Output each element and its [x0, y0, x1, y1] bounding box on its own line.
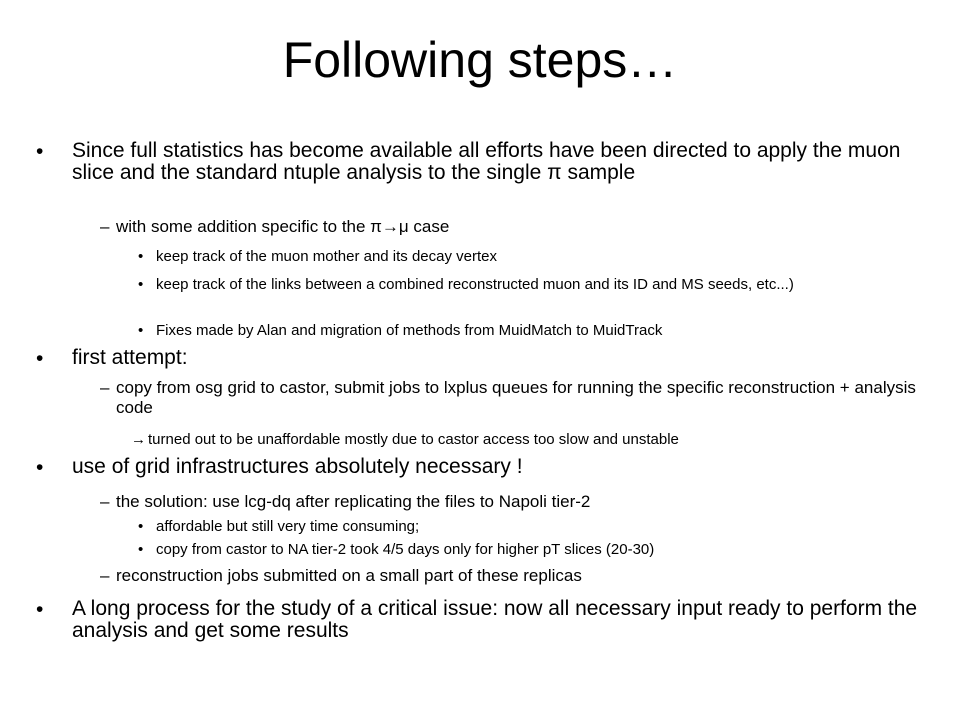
dash-symbol: –	[100, 492, 110, 511]
dash-symbol: –	[100, 566, 110, 585]
bullet-item-level1: A long process for the study of a critical issue: now all necessary input ready to perform the analysis and get some results	[72, 597, 918, 642]
bullet-symbol: •	[36, 140, 44, 163]
bullet-item-level1: first attempt:	[72, 346, 188, 369]
bullet-item-level3: Fixes made by Alan and migration of methods from MuidMatch to MuidTrack	[156, 322, 663, 339]
bullet-item-level2: reconstruction jobs submitted on a small part of these replicas	[116, 566, 582, 585]
dash-symbol: –	[100, 378, 110, 397]
bullet-item-level2: with some addition specific to the π→μ case	[116, 217, 450, 236]
bullet-symbol: •	[36, 456, 44, 479]
bullet-symbol: •	[138, 541, 144, 558]
bullet-item-level1: use of grid infrastructures absolutely necessary !	[72, 455, 523, 478]
bullet-symbol: •	[138, 322, 144, 339]
arrow-icon: →	[131, 431, 146, 448]
bullet-item-level3: affordable but still very time consuming;	[156, 518, 420, 535]
bullet-item-arrow: turned out to be unaffordable mostly due to castor access too slow and unstable	[148, 431, 679, 448]
bullet-symbol: •	[138, 276, 144, 293]
bullet-symbol: •	[138, 248, 144, 265]
bullet-symbol: •	[138, 518, 144, 535]
dash-symbol: –	[100, 217, 110, 236]
bullet-item-level2: the solution: use lcg-dq after replicating the files to Napoli tier-2	[116, 492, 591, 511]
bullet-item-level3: keep track of the links between a combined reconstructed muon and its ID and MS seeds, etc...)	[156, 276, 794, 293]
bullet-symbol: •	[36, 598, 44, 621]
slide-title: Following steps…	[282, 32, 678, 88]
bullet-symbol: •	[36, 347, 44, 370]
bullet-item-level2: copy from osg grid to castor, submit jobs to lxplus queues for running the specific reconstruction + analysis code	[116, 378, 916, 417]
bullet-item-level3: copy from castor to NA tier-2 took 4/5 days only for higher pT slices (20-30)	[156, 541, 655, 558]
bullet-item-level1: Since full statistics has become available all efforts have been directed to apply the muon slice and the standard ntuple analysis to the single π sample	[72, 139, 901, 184]
bullet-item-level3: keep track of the muon mother and its decay vertex	[156, 248, 498, 265]
